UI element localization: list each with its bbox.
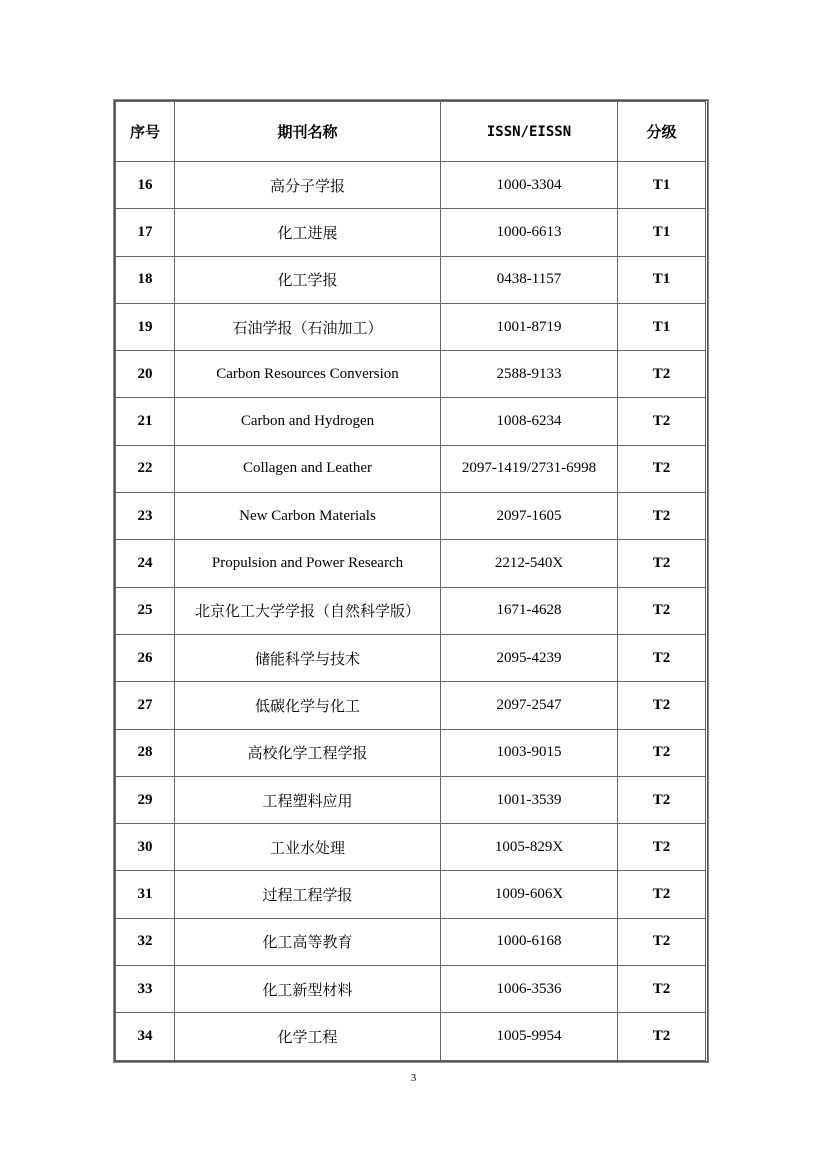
- row-journal-name: New Carbon Materials: [175, 493, 441, 540]
- header-journal-name: 期刊名称: [175, 102, 441, 162]
- row-issn: 2097-2547: [441, 682, 618, 729]
- row-journal-name: 工业水处理: [175, 824, 441, 871]
- row-level: T2: [618, 398, 706, 445]
- row-journal-name: Carbon Resources Conversion: [175, 351, 441, 398]
- row-level: T1: [618, 162, 706, 209]
- row-level: T2: [618, 634, 706, 681]
- table-row: [116, 256, 706, 303]
- row-level: T1: [618, 303, 706, 350]
- journal-table: [115, 101, 706, 1061]
- row-no: 28: [116, 729, 175, 776]
- row-journal-name: 化工高等教育: [175, 918, 441, 965]
- row-issn: 2095-4239: [441, 634, 618, 681]
- row-journal-name: 低碳化学与化工: [175, 682, 441, 729]
- table-row: [116, 1013, 706, 1060]
- table-row: [116, 871, 706, 918]
- row-issn: 1000-3304: [441, 162, 618, 209]
- row-issn: 2097-1419/2731-6998: [441, 445, 618, 492]
- row-level: T2: [618, 776, 706, 823]
- row-no: 29: [116, 776, 175, 823]
- row-no: 25: [116, 587, 175, 634]
- row-issn: 1000-6613: [441, 209, 618, 256]
- row-journal-name: 工程塑料应用: [175, 776, 441, 823]
- row-no: 30: [116, 824, 175, 871]
- table-row: [116, 351, 706, 398]
- row-level: T2: [618, 587, 706, 634]
- row-level: T1: [618, 209, 706, 256]
- row-issn: 1009-606X: [441, 871, 618, 918]
- row-journal-name: 化学工程: [175, 1013, 441, 1060]
- table-row: [116, 729, 706, 776]
- row-issn: 2212-540X: [441, 540, 618, 587]
- table-row: [116, 162, 706, 209]
- table-row: [116, 493, 706, 540]
- row-journal-name: 化工学报: [175, 256, 441, 303]
- row-level: T2: [618, 1013, 706, 1060]
- row-journal-name: 过程工程学报: [175, 871, 441, 918]
- row-no: 22: [116, 445, 175, 492]
- row-no: 19: [116, 303, 175, 350]
- row-issn: 2588-9133: [441, 351, 618, 398]
- table-row: [116, 918, 706, 965]
- journal-table-container: [114, 100, 708, 1062]
- row-no: 16: [116, 162, 175, 209]
- row-journal-name: 高校化学工程学报: [175, 729, 441, 776]
- table-row: [116, 682, 706, 729]
- row-journal-name: 北京化工大学学报（自然科学版）: [175, 587, 441, 634]
- row-journal-name: 化工新型材料: [175, 966, 441, 1013]
- table-row: [116, 966, 706, 1013]
- row-level: T2: [618, 445, 706, 492]
- row-no: 23: [116, 493, 175, 540]
- header-no: 序号: [116, 102, 175, 162]
- row-level: T2: [618, 682, 706, 729]
- row-issn: 1006-3536: [441, 966, 618, 1013]
- header-level: 分级: [618, 102, 706, 162]
- row-level: T2: [618, 824, 706, 871]
- table-row: [116, 303, 706, 350]
- row-level: T2: [618, 351, 706, 398]
- row-journal-name: Propulsion and Power Research: [175, 540, 441, 587]
- row-level: T2: [618, 540, 706, 587]
- page-number: 3: [410, 1072, 417, 1084]
- row-no: 33: [116, 966, 175, 1013]
- row-journal-name: Collagen and Leather: [175, 445, 441, 492]
- table-row: [116, 540, 706, 587]
- row-issn: 1001-3539: [441, 776, 618, 823]
- row-issn: 1671-4628: [441, 587, 618, 634]
- table-row: [116, 824, 706, 871]
- row-journal-name: Carbon and Hydrogen: [175, 398, 441, 445]
- row-no: 26: [116, 634, 175, 681]
- row-issn: 0438-1157: [441, 256, 618, 303]
- row-issn: 2097-1605: [441, 493, 618, 540]
- row-no: 20: [116, 351, 175, 398]
- row-issn: 1000-6168: [441, 918, 618, 965]
- row-no: 34: [116, 1013, 175, 1060]
- header-issn: ISSN/EISSN: [441, 102, 618, 162]
- row-no: 18: [116, 256, 175, 303]
- row-journal-name: 石油学报（石油加工）: [175, 303, 441, 350]
- row-issn: 1005-829X: [441, 824, 618, 871]
- table-row: [116, 634, 706, 681]
- row-level: T2: [618, 966, 706, 1013]
- table-row: [116, 209, 706, 256]
- row-journal-name: 储能科学与技术: [175, 634, 441, 681]
- row-level: T2: [618, 871, 706, 918]
- row-level: T2: [618, 493, 706, 540]
- row-level: T1: [618, 256, 706, 303]
- row-no: 31: [116, 871, 175, 918]
- table-row: [116, 445, 706, 492]
- row-level: T2: [618, 729, 706, 776]
- row-no: 17: [116, 209, 175, 256]
- row-journal-name: 化工进展: [175, 209, 441, 256]
- table-header-row: [116, 102, 706, 162]
- row-no: 24: [116, 540, 175, 587]
- row-journal-name: 高分子学报: [175, 162, 441, 209]
- table-row: [116, 776, 706, 823]
- row-no: 21: [116, 398, 175, 445]
- table-row: [116, 398, 706, 445]
- row-issn: 1005-9954: [441, 1013, 618, 1060]
- table-row: [116, 587, 706, 634]
- row-issn: 1008-6234: [441, 398, 618, 445]
- row-issn: 1003-9015: [441, 729, 618, 776]
- row-no: 27: [116, 682, 175, 729]
- row-issn: 1001-8719: [441, 303, 618, 350]
- row-level: T2: [618, 918, 706, 965]
- row-no: 32: [116, 918, 175, 965]
